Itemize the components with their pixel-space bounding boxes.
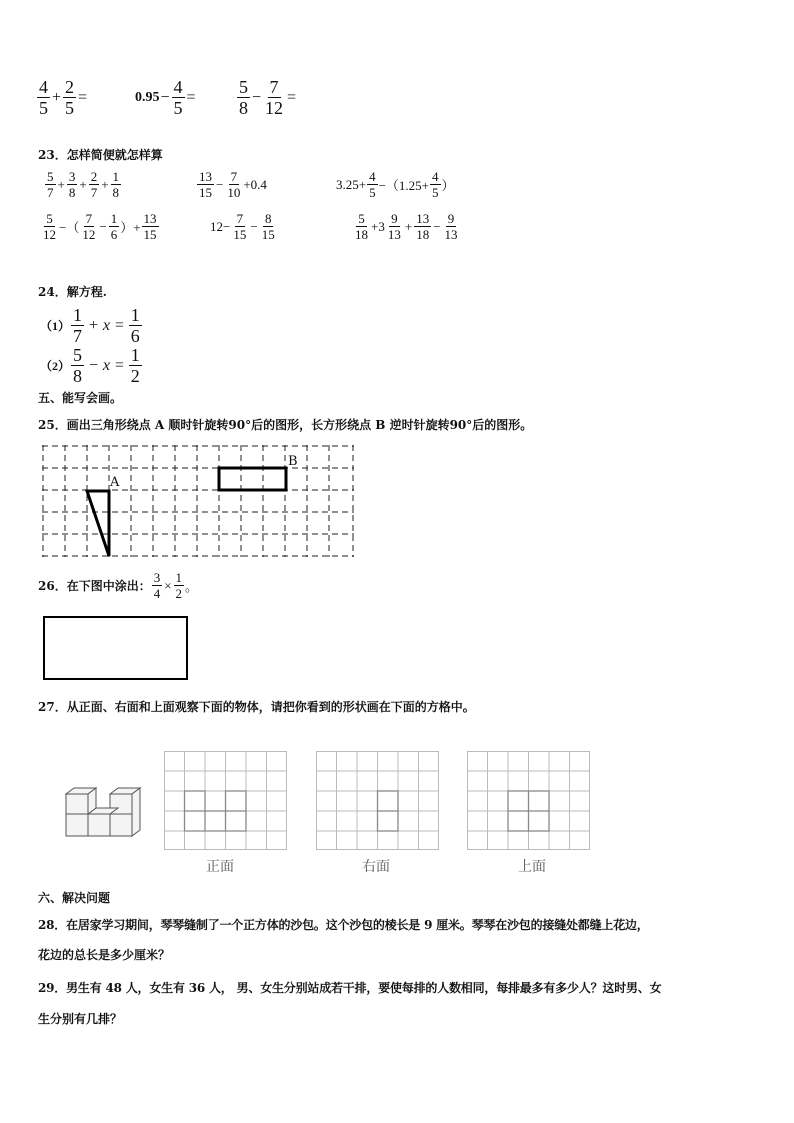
q28-line-1: 28．在居家学习期间，琴琴缝制了一个正方体的沙包。这个沙包的棱长是 9 厘米。琴琴在沙包的接缝处都缝上花边， <box>38 918 649 932</box>
q27-grid-front[interactable] <box>164 751 288 851</box>
q27-caption-right: 右面 <box>362 859 390 875</box>
q29-line-1: 29．男生有 48 人，女生有 36 人， 男、女生分别站成若干排，要使每排的人数相同，每排最多有多少人？这时男、女 <box>38 981 662 995</box>
expr-top-2: 0.95 − $\frac{4}{5}$ = <box>135 77 196 118</box>
q25-dashed-grid <box>42 445 356 559</box>
q25-label-a: A <box>110 475 120 490</box>
q25-label-b: B <box>288 454 298 469</box>
q25-triangle <box>87 491 109 556</box>
q27-caption-front: 正面 <box>206 859 234 875</box>
q27-grid-top[interactable] <box>467 751 591 851</box>
q29-line-2: 生分别有几排？ <box>38 1012 123 1026</box>
q27-title: 27．从正面、右面和上面观察下面的物体，请把你看到的形状画在下面的方格中。 <box>38 700 475 714</box>
q27-grid-right[interactable] <box>316 751 440 851</box>
q26-title: 26．在下图中涂出： $\frac{3}{4}$ × $\frac{1}{2}$ 。 <box>38 570 199 601</box>
q23-expr-5: 12− $\frac{7}{15}$ − $\frac{8}{15}$ <box>210 211 275 242</box>
q27-cube-solid <box>60 786 140 846</box>
q27-caption-top: 上面 <box>518 859 546 875</box>
q25-rectangle <box>219 468 286 490</box>
q23-expr-4: $\frac{5}{12}$ −（ $\frac{7}{12}$ − $\frac{1}{6}$ ）+ $\frac{13}{15}$ <box>43 211 157 242</box>
section-6-heading: 六、解决问题 <box>38 891 111 905</box>
q23-expr-2: $\frac{13}{15}$ − $\frac{7}{10}$ +0.4 <box>199 169 267 200</box>
section-5-heading: 五、能写会画。 <box>38 391 123 405</box>
q25-title: 25．画出三角形绕点 A 顺时针旋转90°后的图形，长方形绕点 B 逆时针旋转90°后的图形。 <box>38 418 533 432</box>
q24-equation-2: （2） $\frac{5}{8}$ − x = $\frac{1}{2}$ <box>40 345 140 386</box>
q28-line-2: 花边的总长是多少厘米？ <box>38 948 171 962</box>
q24-title: 24．解方程. <box>38 285 107 299</box>
q23-expr-1: $\frac{5}{7}$ + $\frac{3}{8}$ + $\frac{2}{7}$ + $\frac{1}{8}$ <box>47 169 120 200</box>
q26-rectangle[interactable] <box>43 616 188 680</box>
q23-expr-3: 3.25+ $\frac{4}{5}$ −（1.25+ $\frac{4}{5}$ ） <box>336 169 455 200</box>
q24-equation-1: （1） $\frac{1}{7}$ + x = $\frac{1}{6}$ <box>40 305 140 346</box>
expr-top-1: $\frac{4}{5}$ + $\frac{2}{5}$ = <box>39 77 88 118</box>
q23-expr-6: $\frac{5}{18}$ +3 $\frac{9}{13}$ + $\frac{13}{18}$ − $\frac{9}{13}$ <box>355 211 458 242</box>
expr-top-3: $\frac{5}{8}$ − $\frac{7}{12}$ = <box>239 77 297 118</box>
q23-title: 23．怎样简便就怎样算 <box>38 148 163 162</box>
